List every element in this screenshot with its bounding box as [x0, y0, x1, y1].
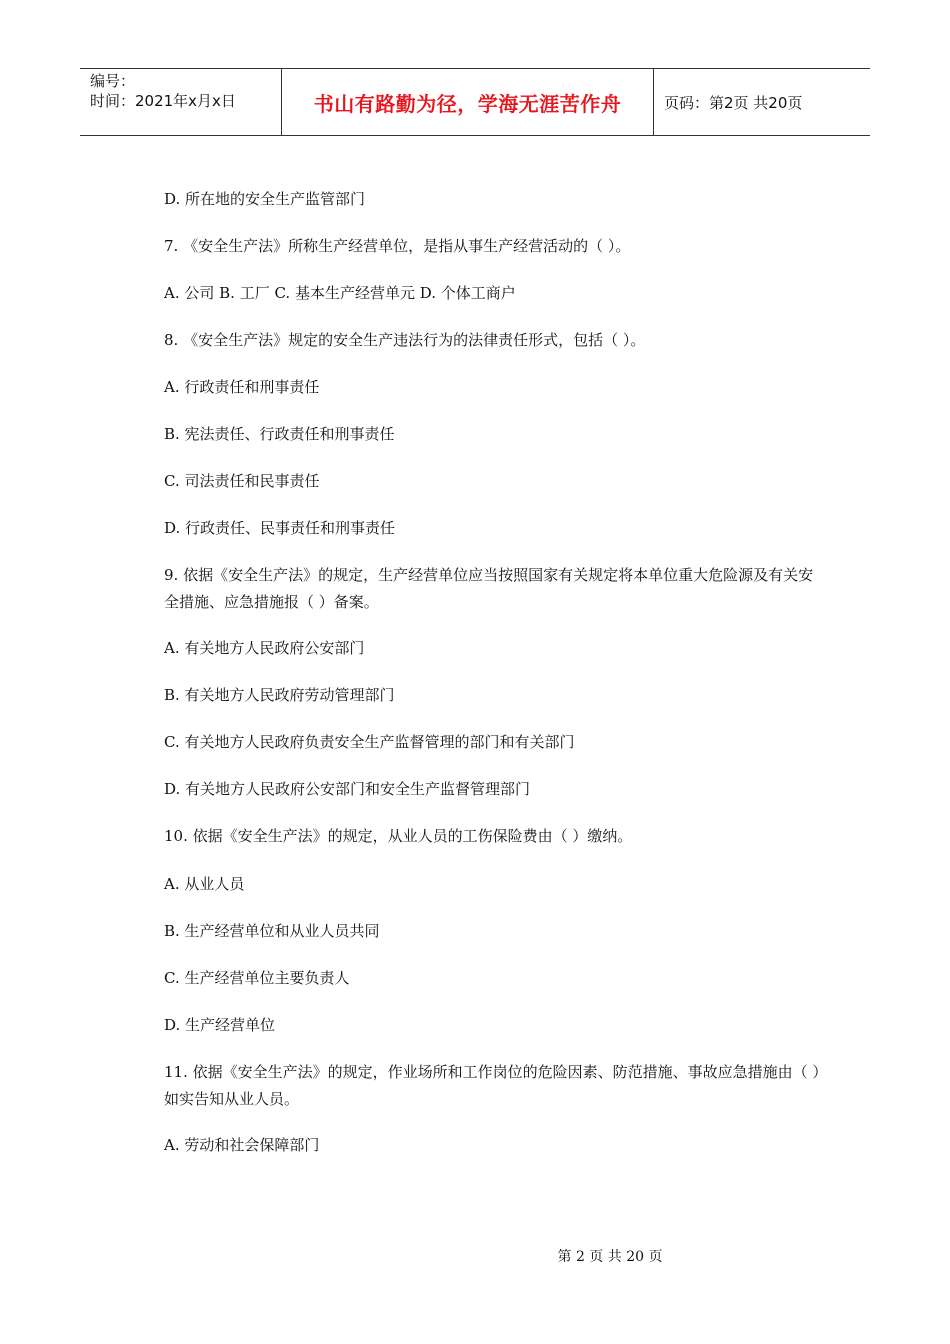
header-meta — [80, 69, 282, 135]
document-number-label: 编号： — [90, 72, 136, 90]
header-motto: 书山有路勤为径，学海无涯苦作舟 — [282, 69, 654, 135]
question-7: 7. 《安全生产法》所称生产经营单位，是指从事生产经营活动的（ ）。 — [164, 237, 631, 255]
page-footer: 第 2 页 共 20 页 — [557, 1249, 663, 1265]
text-line: A. 行政责任和刑事责任 — [164, 378, 320, 396]
text-line: A. 有关地方人民政府公安部门 — [164, 639, 365, 657]
text-line: A. 劳动和社会保障部门 — [164, 1136, 320, 1154]
text-line: D. 行政责任、民事责任和刑事责任 — [164, 519, 396, 537]
text-line: D. 所在地的安全生产监管部门 — [164, 190, 366, 208]
text-line: B. 有关地方人民政府劳动管理部门 — [164, 686, 395, 704]
text-line: D. 有关地方人民政府公安部门和安全生产监督管理部门 — [164, 780, 531, 798]
question-10: 10. 依据《安全生产法》的规定，从业人员的工伤保险费由（ ）缴纳。 — [164, 827, 633, 845]
text-line: C. 有关地方人民政府负责安全生产监督管理的部门和有关部门 — [164, 733, 575, 751]
document-time-label: 时间：2021年x月x日 — [90, 92, 236, 110]
text-line: A. 公司 B. 工厂 C. 基本生产经营单元 D. 个体工商户 — [164, 284, 516, 302]
text-line: C. 生产经营单位主要负责人 — [164, 969, 350, 987]
header-page-number: 页码：第2页 共20页 — [664, 93, 803, 112]
question-8: 8. 《安全生产法》规定的安全生产违法行为的法律责任形式，包括（ ）。 — [164, 331, 646, 349]
question-9: 9. 依据《安全生产法》的规定，生产经营单位应当按照国家有关规定将本单位重大危险源及有关安全措施、应急措施报（ ）备案。 — [164, 566, 814, 611]
text-line: B. 生产经营单位和从业人员共同 — [164, 922, 380, 940]
text-line: D. 生产经营单位 — [164, 1016, 276, 1034]
text-line: C. 司法责任和民事责任 — [164, 472, 320, 490]
page-header — [80, 68, 870, 136]
text-line: B. 宪法责任、行政责任和刑事责任 — [164, 425, 395, 443]
text-line: A. 从业人员 — [164, 875, 245, 893]
question-11: 11. 依据《安全生产法》的规定，作业场所和工作岗位的危险因素、防范措施、事故应急措施由（ ）如实告知从业人员。 — [164, 1063, 820, 1108]
